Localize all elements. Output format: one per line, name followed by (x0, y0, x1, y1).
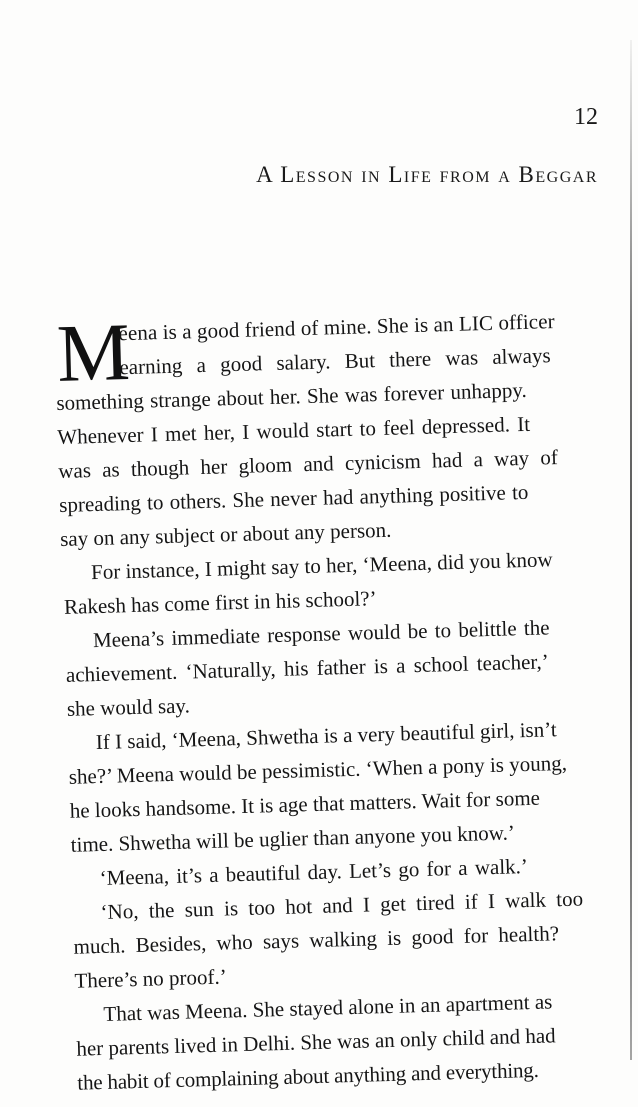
text-line: was as though her gloom and cynicism had a way of (57, 445, 559, 483)
paragraph-4 (67, 710, 638, 862)
text-line: That was Meena. She stayed alone in an apartment as (103, 989, 553, 1026)
text-line: ‘Meena, it’s a beautiful day. Let’s go for a walk.’ (99, 854, 529, 890)
text-line: achievement. ‘Naturally, his father is a school teacher,’ (65, 649, 550, 687)
paragraph-1-rest (56, 370, 638, 556)
paragraph-3 (65, 608, 638, 726)
paragraph-6 (72, 880, 638, 998)
paragraph-7 (75, 982, 638, 1100)
drop-cap: M (55, 305, 132, 399)
text-line: earning a good salary. But there was always (119, 343, 551, 380)
text-line: the habit of complaining about anything and everything. (77, 1057, 539, 1095)
text-line: For instance, I might say to her, ‘Meena, did you know (90, 547, 553, 585)
text-line: Rakesh has come first in his school?’ (63, 586, 377, 619)
text-line: There’s no proof.’ (74, 964, 227, 993)
text-line: Whenever I met her, I would start to feel depressed. It (56, 411, 531, 450)
text-line: her parents lived in Delhi. She was an only child and had (76, 1023, 556, 1061)
text-line: he looks handsome. It is age that matters. Wait for some (69, 785, 541, 823)
page-number: 12 (574, 104, 598, 130)
text-line: much. Besides, who says walking is good for health? (73, 921, 560, 959)
text-line: spreading to others. She never had anything positive to (58, 479, 529, 517)
text-line: time. Shwetha will be uglier than anyone you know.’ (70, 820, 516, 857)
text-line: say on any subject or about any person. (59, 517, 392, 551)
text-line: Meena’s immediate response would be to belittle the (92, 615, 550, 653)
text-line: something strange about her. She was forever unhappy. (56, 377, 527, 416)
text-line: If I said, ‘Meena, Shwetha is a very beautiful girl, isn’t (95, 717, 557, 755)
text-line: ‘No, the sun is too hot and I get tired if I walk too (100, 886, 584, 924)
text-line: she would say. (66, 693, 191, 721)
text-line: she?’ Meena would be pessimistic. ‘When a pony is young, (68, 750, 568, 789)
chapter-title: A Lesson in Life from a Beggar (256, 162, 598, 187)
chapter-body (56, 302, 638, 1100)
text-line: eena is a good friend of mine. She is an LIC officer (118, 309, 555, 346)
